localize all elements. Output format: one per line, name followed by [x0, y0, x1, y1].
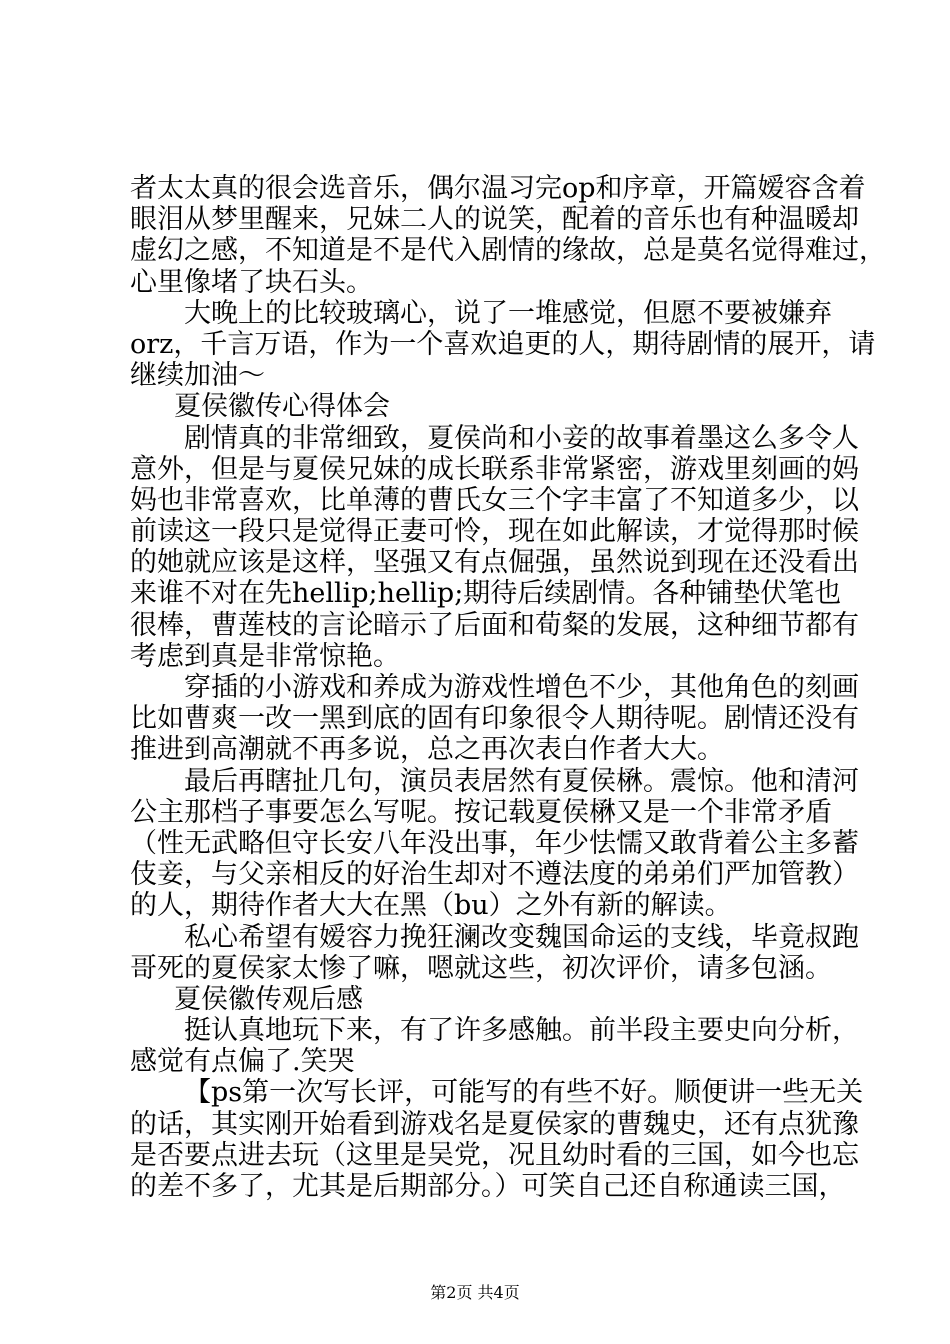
text-line: 大晚上的比较玻璃心，说了一堆感觉，但愿不要被嫌弃 [184, 297, 832, 329]
text-line: 穿插的小游戏和养成为游戏性增色不少，其他角色的刻画 [184, 672, 859, 703]
text-line: orz，千言万语，作为一个喜欢追更的人，期待剧情的展开，请 [130, 328, 876, 360]
text-line: 最后再瞎扯几句，演员表居然有夏侯楙。震惊。他和清河 [184, 765, 859, 797]
text-line: 考虑到真是非常惊艳。 [130, 640, 400, 672]
section-heading: 夏侯徽传观后感 [174, 983, 363, 1015]
text-line: 者太太真的很会选音乐，偶尔温习完op和序章，开篇嫒容含着 [130, 173, 866, 204]
page-number-footer: 第2页 共4页 [430, 1283, 520, 1302]
text-line: 挺认真地玩下来，有了许多感触。前半段主要史向分析， [184, 1015, 859, 1047]
text-line: 伎妾，与父亲相反的好治生却对不遵法度的弟弟们严加管教） [130, 859, 859, 891]
text-line: （性无武略但守长安八年没出事，年少怯懦又敢背着公主多蓄 [130, 827, 859, 859]
text-line: 意外，但是与夏侯兄妹的成长联系非常紧密，游戏里刻画的妈 [130, 453, 859, 485]
text-line: 继续加油～ [130, 360, 265, 392]
text-line: 剧情真的非常细致，夏侯尚和小妾的故事着墨这么多令人 [184, 422, 859, 454]
text-line: 比如曹爽一改一黑到底的固有印象很令人期待呢。剧情还没有 [130, 703, 859, 735]
text-line: 私心希望有嫒容力挽狂澜改变魏国命运的支线，毕竟叔跑 [184, 921, 859, 953]
section-heading: 夏侯徽传心得体会 [174, 391, 390, 423]
text-line: 感觉有点偏了.笑哭 [130, 1046, 355, 1078]
text-line: 前读这一段只是觉得正妻可怜，现在如此解读，才觉得那时候 [130, 516, 859, 548]
text-line: 哥死的夏侯家太惨了嘛，嗯就这些，初次评价，请多包涵。 [130, 952, 832, 984]
text-line: 来谁不对在先hellip;hellip;期待后续剧情。各种铺垫伏笔也 [130, 578, 842, 610]
text-line: 【ps第一次写长评，可能写的有些不好。顺便讲一些无关 [184, 1077, 864, 1109]
text-line: 是否要点进去玩（这里是吴党，况且幼时看的三国，如今也忘 [130, 1139, 859, 1171]
text-line: 的她就应该是这样，坚强又有点倔强，虽然说到现在还没看出 [130, 547, 859, 579]
text-line: 眼泪从梦里醒来，兄妹二人的说笑，配着的音乐也有种温暖却 [130, 204, 859, 236]
text-line: 推进到高潮就不再多说，总之再次表白作者大大。 [130, 734, 724, 766]
text-line: 心里像堵了块石头。 [130, 266, 373, 298]
text-line: 的话，其实刚开始看到游戏名是夏侯家的曹魏史，还有点犹豫 [130, 1108, 859, 1140]
text-line: 很棒，曹莲枝的言论暗示了后面和荀粲的发展，这种细节都有 [130, 609, 859, 641]
document-body [130, 173, 886, 1202]
text-line: 公主那档子事要怎么写呢。按记载夏侯楙又是一个非常矛盾 [130, 796, 832, 828]
text-line: 妈也非常喜欢，比单薄的曹氏女三个字丰富了不知道多少，以 [130, 484, 859, 516]
text-line: 的差不多了，尤其是后期部分。）可笑自己还自称通读三国， [130, 1171, 846, 1202]
text-line: 虚幻之感，不知道是不是代入剧情的缘故，总是莫名觉得难过， [130, 235, 886, 267]
text-line: 的人，期待作者大大在黑（bu）之外有新的解读。 [130, 890, 732, 922]
